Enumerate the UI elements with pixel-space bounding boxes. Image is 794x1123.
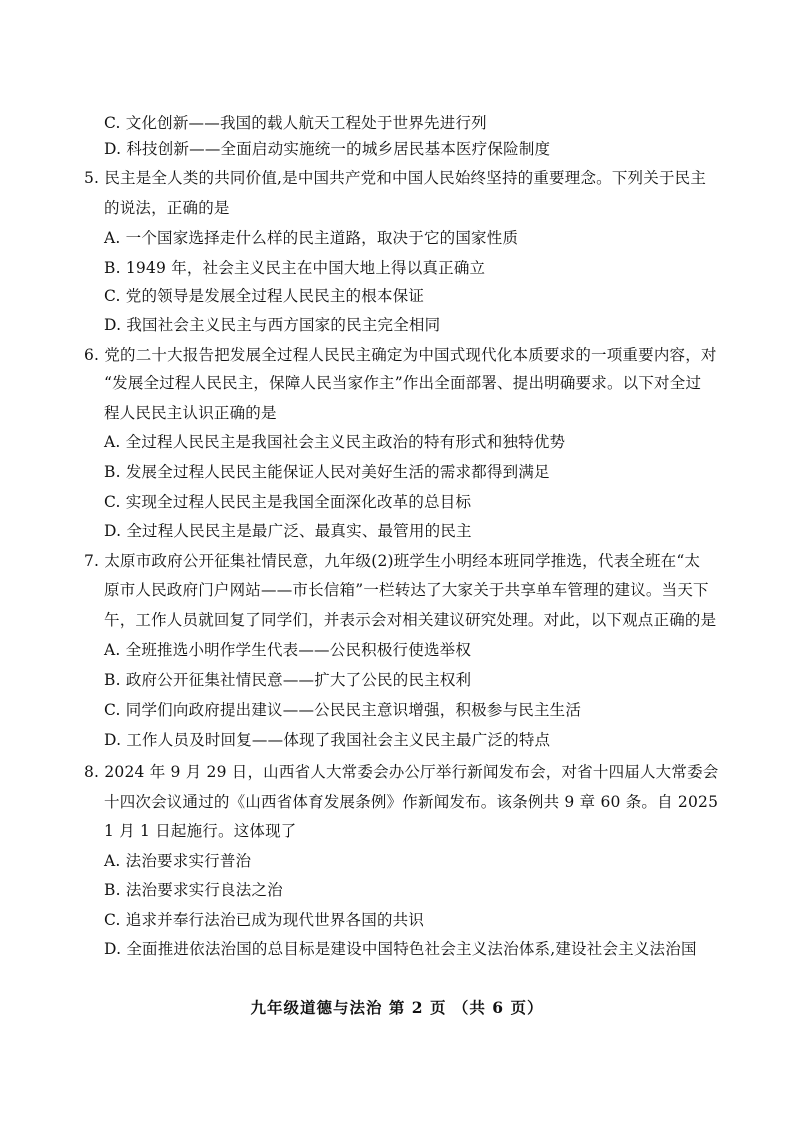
page-footer: 九年级道德与法治 第 2 页 （共 6 页） xyxy=(250,998,544,1017)
q5-option-c: C. 党的领导是发展全过程人民民主的根本保证 xyxy=(104,287,425,305)
q7-option-a: A. 全班推选小明作学生代表——公民积极行使选举权 xyxy=(104,641,472,659)
q6-stem-line1: 6. 党的二十大报告把发展全过程人民民主确定为中国式现代化本质要求的一项重要内容，对 xyxy=(84,346,717,364)
q8-stem-line3: 1 月 1 日起施行。这体现了 xyxy=(104,822,297,840)
q7-stem-line1: 7. 太原市政府公开征集社情民意，九年级(2)班学生小明经本班同学推选，代表全班在“太 xyxy=(84,552,701,570)
q5-option-a: A. 一个国家选择走什么样的民主道路，取决于它的国家性质 xyxy=(104,229,519,247)
q6-option-d: D. 全过程人民民主是最广泛、最真实、最管用的民主 xyxy=(104,522,472,540)
q6-option-b: B. 发展全过程人民民主能保证人民对美好生活的需求都得到满足 xyxy=(104,463,550,481)
q8-option-a: A. 法治要求实行普治 xyxy=(104,852,252,870)
q7-stem-line3: 午，工作人员就回复了同学们，并表示会对相关建议研究处理。对此，以下观点正确的是 xyxy=(104,611,717,629)
q5-stem-line1: 5. 民主是全人类的共同价值,是中国共产党和中国人民始终坚持的重要理念。下列关于民主 xyxy=(84,169,707,187)
q7-stem-line2: 原市人民政府门户网站——市长信箱”一栏转达了大家关于共享单车管理的建议。当天下 xyxy=(104,581,709,599)
q5-stem-line2: 的说法，正确的是 xyxy=(104,199,230,217)
q6-option-c: C. 实现全过程人民民主是我国全面深化改革的总目标 xyxy=(104,493,472,511)
q5-option-d: D. 我国社会主义民主与西方国家的民主完全相同 xyxy=(104,316,441,334)
q8-stem-line1: 8. 2024 年 9 月 29 日，山西省人大常委会办公厅举行新闻发布会，对省十四届人大常委会 xyxy=(84,763,719,781)
q4-option-c: C. 文化创新——我国的载人航天工程处于世界先进行列 xyxy=(104,114,487,132)
q8-option-c: C. 追求并奉行法治已成为现代世界各国的共识 xyxy=(104,911,425,929)
q8-stem-line2: 十四次会议通过的《山西省体育发展条例》作新闻发布。该条例共 9 章 60 条。自 2025 xyxy=(104,793,719,811)
q7-option-b: B. 政府公开征集社情民意——扩大了公民的民主权利 xyxy=(104,671,472,689)
q8-option-d: D. 全面推进依法治国的总目标是建设中国特色社会主义法治体系,建设社会主义法治国 xyxy=(104,940,697,958)
q7-option-d: D. 工作人员及时回复——体现了我国社会主义民主最广泛的特点 xyxy=(104,731,551,749)
q6-stem-line3: 程人民民主认识正确的是 xyxy=(104,404,277,422)
q6-stem-line2: “发展全过程人民民主，保障人民当家作主”作出全面部署、提出明确要求。以下对全过 xyxy=(104,374,702,392)
q8-option-b: B. 法治要求实行良法之治 xyxy=(104,881,283,899)
q5-option-b: B. 1949 年，社会主义民主在中国大地上得以真正确立 xyxy=(104,259,486,277)
q6-option-a: A. 全过程人民民主是我国社会主义民主政治的特有形式和独特优势 xyxy=(104,433,566,451)
q4-option-d: D. 科技创新——全面启动实施统一的城乡居民基本医疗保险制度 xyxy=(104,140,551,158)
q7-option-c: C. 同学们向政府提出建议——公民民主意识增强，积极参与民主生活 xyxy=(104,701,582,719)
